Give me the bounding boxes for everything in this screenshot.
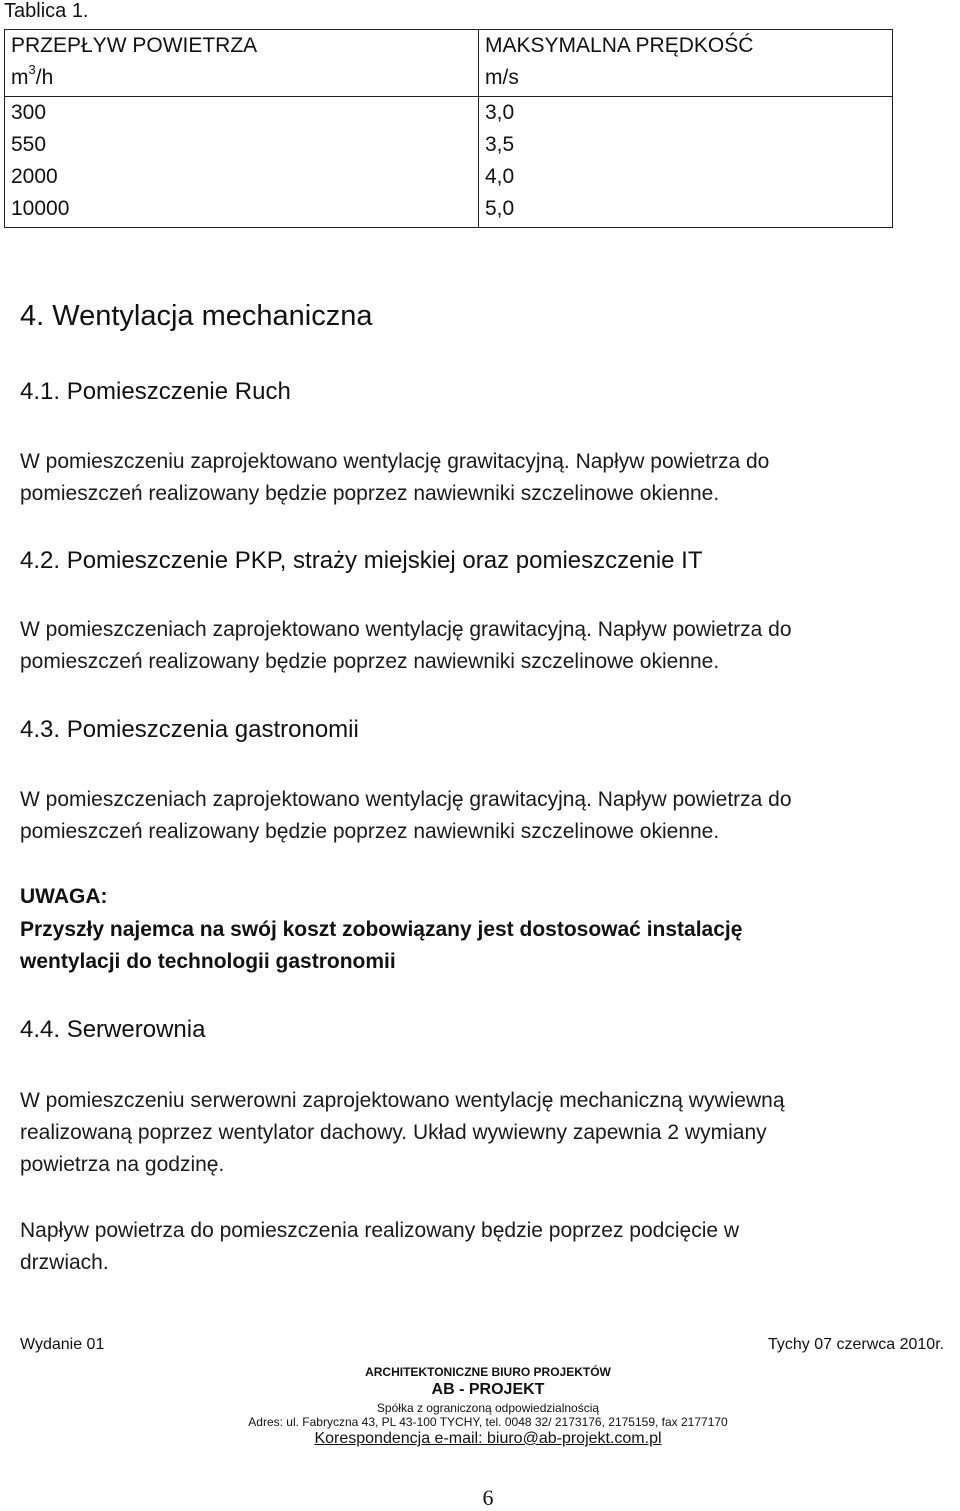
paragraph-line: realizowaną poprzez wentylator dachowy. Układ wywiewny zapewnia 2 wymiany [20, 1121, 767, 1144]
footer-email-link[interactable]: Korespondencja e-mail: biuro@ab-projekt.com.pl [314, 1430, 662, 1447]
header-speed-unit: m/s [485, 66, 519, 89]
paragraph-line: pomieszczeń realizowany będzie poprzez nawiewniki szczelinowe okienne. [20, 650, 720, 673]
section-title: 4. Wentylacja mechaniczna [20, 300, 373, 332]
paragraph-line: powietrza na godzinę. [20, 1153, 225, 1176]
paragraph-line: W pomieszczeniu zaprojektowano wentylację grawitacyjną. Napływ powietrza do [20, 450, 770, 473]
speed-value: 3,5 [485, 133, 515, 156]
flow-value: 550 [11, 133, 47, 156]
header-flow [5, 30, 479, 97]
subsection-title-4-4: 4.4. Serwerownia [20, 1016, 206, 1043]
footer-company-name: AB - PROJEKT [431, 1381, 545, 1398]
flow-values-cell [5, 97, 479, 228]
flow-value: 2000 [11, 165, 58, 188]
footer-edition: Wydanie 01 [20, 1336, 105, 1353]
table-caption: Tablica 1. [4, 0, 89, 22]
warning-label: UWAGA: [20, 885, 108, 908]
paragraph-line: pomieszczeń realizowany będzie poprzez nawiewniki szczelinowe okienne. [20, 482, 720, 505]
footer-address: Adres: ul. Fabryczna 43, PL 43-100 TYCHY, tel. 0048 32/ 2173176, 2175159, fax 2177170 [248, 1415, 728, 1429]
table-header-row [5, 30, 893, 97]
paragraph-line: W pomieszczeniu serwerowni zaprojektowano wentylację mechaniczną wywiewną [20, 1089, 785, 1112]
footer-date: Tychy 07 czerwca 2010r. [768, 1336, 945, 1353]
footer-company-line: ARCHITEKTONICZNE BIURO PROJEKTÓW [365, 1365, 611, 1379]
paragraph-line: W pomieszczeniach zaprojektowano wentylację grawitacyjną. Napływ powietrza do [20, 788, 792, 811]
subsection-title-4-3: 4.3. Pomieszczenia gastronomii [20, 716, 359, 743]
footer-company-type: Spółka z ograniczoną odpowiedzialnością [376, 1401, 600, 1415]
header-flow-unit: $m^3/h$ [11, 62, 54, 89]
speed-values-cell [479, 97, 893, 228]
warning-text: Przyszły najemca na swój koszt zobowiązany jest dostosować instalację [20, 918, 743, 941]
flow-value: 10000 [11, 197, 70, 220]
header-speed-title: MAKSYMALNA PRĘDKOŚĆ [485, 34, 754, 57]
paragraph-line: drzwiach. [20, 1251, 109, 1274]
warning-text: wentylacji do technologii gastronomii [20, 950, 396, 973]
speed-value: 3,0 [485, 101, 515, 124]
speed-value: 5,0 [485, 197, 515, 220]
paragraph-line: pomieszczeń realizowany będzie poprzez nawiewniki szczelinowe okienne. [20, 820, 720, 843]
speed-value: 4,0 [485, 165, 515, 188]
subsection-title-4-2: 4.2. Pomieszczenie PKP, straży miejskiej oraz pomieszczenie IT [20, 547, 703, 574]
header-flow-title: PRZEPŁYW POWIETRZA [11, 34, 258, 57]
paragraph-line: Napływ powietrza do pomieszczenia realizowany będzie poprzez podcięcie w [20, 1219, 740, 1242]
table-row [5, 97, 893, 228]
header-speed [479, 30, 893, 97]
subsection-title-4-1: 4.1. Pomieszczenie Ruch [20, 378, 291, 405]
flow-value: 300 [11, 101, 47, 124]
page-number: 6 [482, 1485, 494, 1510]
airflow-table [4, 29, 893, 228]
paragraph-line: W pomieszczeniach zaprojektowano wentylację grawitacyjną. Napływ powietrza do [20, 618, 792, 641]
